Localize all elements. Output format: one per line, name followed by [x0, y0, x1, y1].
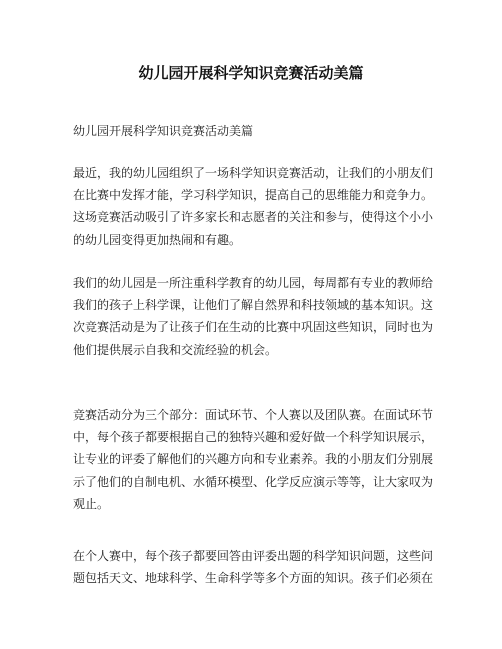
- paragraph-4: [73, 545, 433, 589]
- paragraph-line: 中，每个孩子都要根据自己的独特兴趣和爱好做一个科学知识展示，: [73, 430, 433, 445]
- paragraph-line: 的幼儿园变得更加热闹和有趣。: [73, 232, 242, 247]
- paragraph-line: 最近，我的幼儿园组织了一场科学知识竞赛活动，让我们的小朋友们: [73, 166, 433, 180]
- paragraph-line: 观止。: [73, 496, 110, 511]
- document-subtitle: 幼儿园开展科学知识竞赛活动美篇: [73, 124, 254, 138]
- paragraph-line: 竞赛活动分为三个部分：面试环节、个人赛以及团队赛。在面试环节: [73, 408, 433, 422]
- paragraph-line: 在比赛中发挥才能，学习科学知识，提高自己的思维能力和竞争力。: [73, 188, 433, 203]
- paragraph-line: 在个人赛中，每个孩子都要回答由评委出题的科学知识问题，这些问: [73, 549, 433, 563]
- paragraph-line: 让专业的评委了解他们的兴趣方向和专业素养。我的小朋友们分别展: [73, 452, 433, 467]
- paragraph-3: [73, 404, 433, 515]
- paragraph-line: 次竞赛活动是为了让孩子们在生动的比赛中巩固这些知识，同时也为: [73, 320, 433, 335]
- paragraph-1: [73, 162, 433, 251]
- paragraph-line: 我们的幼儿园是一所注重科学教育的幼儿园，每周都有专业的教师给: [73, 276, 433, 290]
- paragraph-line: 这场竞赛活动吸引了许多家长和志愿者的关注和参与，使得这个小小: [73, 210, 433, 225]
- paragraph-line: 我们的孩子上科学课，让他们了解自然界和科技领域的基本知识。这: [73, 298, 433, 313]
- paragraph-line: 题包括天文、地球科学、生命科学等多个方面的知识。孩子们必须在: [73, 571, 433, 586]
- paragraph-line: 他们提供展示自我和交流经验的机会。: [73, 342, 278, 357]
- paragraph-2: [73, 272, 433, 361]
- document-title: 幼儿园开展科学知识竞赛活动美篇: [138, 64, 364, 82]
- paragraph-line: 示了他们的自制电机、水循环模型、化学反应演示等等，让大家叹为: [73, 474, 433, 489]
